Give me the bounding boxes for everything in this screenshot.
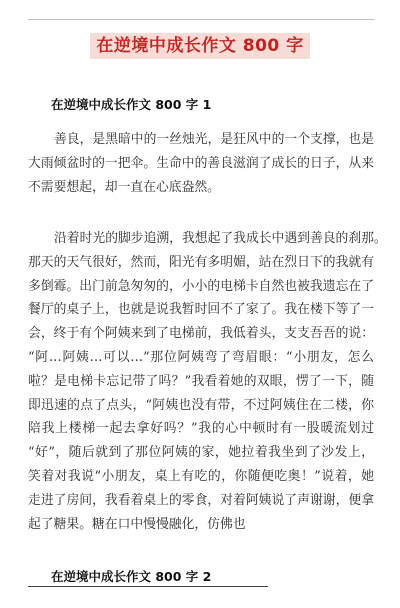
paragraph-line: 多倒霉。出门前急匆匆的，小小的电梯卡自然也被我遗忘在了 — [28, 278, 374, 294]
paragraph-1 — [28, 128, 374, 199]
paragraph-line: 啦？是电梯卡忘记带了吗？”我看着她的双眼，愣了一下，随 — [28, 373, 374, 389]
paragraph-line: 不需要想起，却一直在心底盎然。 — [28, 179, 220, 195]
paragraph-line: 沿着时光的脚步追溯，我想起了我成长中遇到善良的刹那。 — [54, 231, 387, 246]
document-title: 在逆境中成长作文 800 字 — [90, 33, 309, 59]
paragraph-line: 陪我上楼梯一起去拿好吗？”我的心中顿时有一股暖流划过 — [28, 421, 374, 437]
paragraph-line: 会，终于有个阿姨来到了电梯前，我低着头，支支吾吾的说： — [28, 326, 374, 342]
heading-underline — [28, 586, 268, 587]
section-heading-1: 在逆境中成长作文 800 字 1 — [51, 97, 212, 112]
top-divider — [28, 19, 374, 20]
paragraph-line: 餐厅的桌子上，也就是说我暂时回不了家了。我在楼下等了一 — [28, 302, 374, 318]
paragraph-line: 笑着对我说“小朋友，桌上有吃的，你随便吃奥！”说着，她 — [28, 468, 374, 484]
paragraph-line: 善良，是黑暗中的一丝烛光，是狂风中的一个支撑，也是 — [54, 132, 374, 147]
section-heading-2: 在逆境中成长作文 800 字 2 — [51, 569, 212, 584]
paragraph-line: 大雨倾盆时的一把伞。生命中的善良滋润了成长的日子，从来 — [28, 155, 374, 171]
paragraph-line: 那天的天气很好，然而，阳光有多明媚，站在烈日下的我就有 — [28, 254, 374, 270]
paragraph-line: 起了糖果。糖在口中慢慢融化，仿佛也 — [28, 516, 246, 532]
paragraph-line: “好”，随后就到了那位阿姨的家，她拉着我坐到了沙发上， — [28, 445, 374, 461]
paragraph-line: 走进了房间，我看着桌上的零食，对着阿姨说了声谢谢，便拿 — [28, 492, 374, 508]
paragraph-line: “阿…阿姨…可以…”那位阿姨弯了弯眉眼：“小朋友，怎么 — [28, 349, 374, 365]
title-block — [0, 33, 400, 59]
paragraph-2 — [28, 227, 387, 536]
paragraph-line: 即迅速的点了点头，“阿姨也没有带，不过阿姨住在二楼，你 — [28, 397, 374, 413]
